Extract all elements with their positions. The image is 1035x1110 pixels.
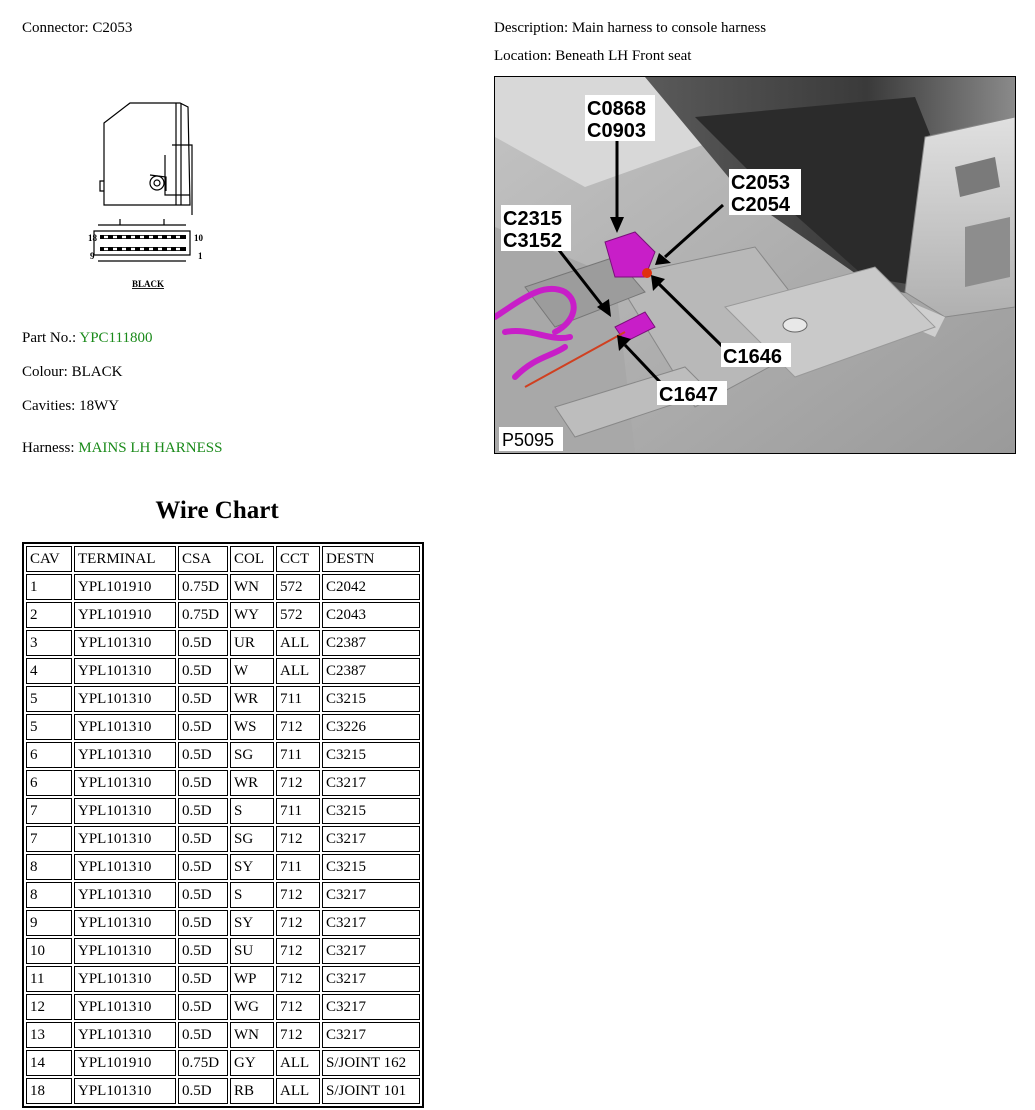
cav-cell: 9 [26,910,72,936]
col-cell: WY [230,602,274,628]
csa-cell: 0.5D [178,1078,228,1104]
cav-cell: 2 [26,602,72,628]
csa-cell: 0.5D [178,910,228,936]
table-row [26,826,420,852]
terminal-cell: YPL101310 [74,770,176,796]
colour-label: Colour: [22,364,68,380]
callout-c0868: C0868 [587,98,646,120]
col-cell: WN [230,1022,274,1048]
destn-cell: C2043 [322,602,420,628]
photo-ref: P5095 [502,430,555,450]
col-cell: SY [230,854,274,880]
terminal-cell: YPL101310 [74,966,176,992]
csa-cell: 0.5D [178,966,228,992]
cav-cell: 8 [26,882,72,908]
table-row [26,770,420,796]
col-cell: WN [230,574,274,600]
table-row [26,938,420,964]
wire-chart-table [22,542,424,1108]
table-row [26,854,420,880]
pin-label-9: 9 [90,251,95,261]
location-photo-illustration [495,77,1015,453]
table-row [26,574,420,600]
cav-cell: 6 [26,742,72,768]
cct-cell: 711 [276,854,320,880]
colour-value: BLACK [71,364,123,380]
wire-chart-title: Wire Chart [155,497,279,524]
callout-c3152: C3152 [503,230,562,252]
table-row [26,882,420,908]
cct-cell: 572 [276,602,320,628]
csa-cell: 0.5D [178,742,228,768]
table-row [26,1078,420,1104]
col-cell: SG [230,742,274,768]
cav-cell: 5 [26,686,72,712]
destn-cell: C3217 [322,1022,420,1048]
cav-cell: 10 [26,938,72,964]
header-cav: CAV [26,546,72,572]
pin-label-10: 10 [194,233,203,243]
destn-cell: C3217 [322,938,420,964]
terminal-cell: YPL101310 [74,630,176,656]
cct-cell: 712 [276,966,320,992]
destn-cell: C2042 [322,574,420,600]
destn-cell: C3217 [322,994,420,1020]
connector-value: C2053 [92,20,133,36]
cct-cell: 712 [276,882,320,908]
destn-cell: C3215 [322,798,420,824]
pin-label-1: 1 [198,251,203,261]
part-number-label: Part No.: [22,330,77,346]
col-cell: WS [230,714,274,740]
cav-cell: 11 [26,966,72,992]
cct-cell: ALL [276,658,320,684]
terminal-cell: YPL101310 [74,1022,176,1048]
table-row [26,966,420,992]
description-label: Description: [494,20,569,36]
csa-cell: 0.75D [178,574,228,600]
pin-label-18: 18 [88,233,97,243]
terminal-cell: YPL101310 [74,714,176,740]
csa-cell: 0.75D [178,602,228,628]
col-cell: W [230,658,274,684]
terminal-cell: YPL101310 [74,658,176,684]
table-row [26,686,420,712]
col-cell: S [230,798,274,824]
destn-cell: S/JOINT 162 [322,1050,420,1076]
table-row [26,798,420,824]
table-row [26,742,420,768]
cav-cell: 12 [26,994,72,1020]
csa-cell: 0.5D [178,630,228,656]
col-cell: SU [230,938,274,964]
colour-line [22,364,122,381]
location-label: Location: [494,48,552,64]
cav-cell: 1 [26,574,72,600]
col-cell: WR [230,770,274,796]
destn-cell: C3217 [322,882,420,908]
callout-c2053: C2053 [731,172,790,194]
destn-cell: C3215 [322,686,420,712]
drawing-colour-caption: BLACK [132,279,165,289]
header-col: COL [230,546,274,572]
col-cell: GY [230,1050,274,1076]
cct-cell: 711 [276,742,320,768]
cav-cell: 4 [26,658,72,684]
csa-cell: 0.5D [178,854,228,880]
terminal-cell: YPL101310 [74,686,176,712]
col-cell: SG [230,826,274,852]
cct-cell: 712 [276,994,320,1020]
cct-cell: 711 [276,798,320,824]
table-row [26,602,420,628]
cct-cell: 712 [276,938,320,964]
table-row [26,1050,420,1076]
cct-cell: 572 [276,574,320,600]
col-cell: WR [230,686,274,712]
cct-cell: 712 [276,770,320,796]
destn-cell: C3217 [322,770,420,796]
callout-c2054: C2054 [731,194,790,216]
cct-cell: 712 [276,1022,320,1048]
table-row [26,658,420,684]
cavities-line [22,398,119,415]
destn-cell: C3215 [322,742,420,768]
connector-diagram [80,95,215,295]
header-terminal: TERMINAL [74,546,176,572]
csa-cell: 0.5D [178,882,228,908]
cav-cell: 5 [26,714,72,740]
destn-cell: C3217 [322,966,420,992]
csa-cell: 0.5D [178,770,228,796]
csa-cell: 0.75D [178,1050,228,1076]
wire-chart-body [26,574,420,1104]
csa-cell: 0.5D [178,658,228,684]
cav-cell: 14 [26,1050,72,1076]
terminal-cell: YPL101910 [74,1050,176,1076]
cavities-label: Cavities: [22,398,76,414]
part-number-line [22,330,152,347]
cav-cell: 3 [26,630,72,656]
terminal-cell: YPL101310 [74,826,176,852]
cct-cell: 711 [276,686,320,712]
location-value: Beneath LH Front seat [555,48,692,64]
csa-cell: 0.5D [178,714,228,740]
cav-cell: 7 [26,826,72,852]
connector-drawing [80,95,215,295]
col-cell: WG [230,994,274,1020]
header-csa: CSA [178,546,228,572]
header-destn: DESTN [322,546,420,572]
destn-cell: S/JOINT 101 [322,1078,420,1104]
col-cell: UR [230,630,274,656]
part-number-link[interactable]: YPC111800 [79,330,153,346]
cct-cell: 712 [276,714,320,740]
cct-cell: ALL [276,1050,320,1076]
location-photo [494,76,1016,454]
description-value: Main harness to console harness [571,20,767,36]
terminal-cell: YPL101310 [74,798,176,824]
cct-cell: 712 [276,910,320,936]
destn-cell: C3217 [322,910,420,936]
csa-cell: 0.5D [178,994,228,1020]
col-cell: S [230,882,274,908]
csa-cell: 0.5D [178,1022,228,1048]
table-row [26,630,420,656]
description-line [494,20,766,37]
col-cell: RB [230,1078,274,1104]
callout-c1647: C1647 [659,384,718,406]
col-cell: SY [230,910,274,936]
terminal-cell: YPL101910 [74,602,176,628]
cav-cell: 6 [26,770,72,796]
terminal-cell: YPL101310 [74,742,176,768]
destn-cell: C2387 [322,630,420,656]
terminal-cell: YPL101310 [74,1078,176,1104]
cav-cell: 7 [26,798,72,824]
harness-line [22,440,222,457]
terminal-cell: YPL101310 [74,882,176,908]
wire-chart-header-row [26,546,420,572]
table-row [26,994,420,1020]
terminal-cell: YPL101310 [74,994,176,1020]
table-row [26,910,420,936]
connector-line [22,20,132,37]
header-cct: CCT [276,546,320,572]
csa-cell: 0.5D [178,938,228,964]
destn-cell: C2387 [322,658,420,684]
csa-cell: 0.5D [178,826,228,852]
csa-cell: 0.5D [178,686,228,712]
terminal-cell: YPL101310 [74,910,176,936]
cav-cell: 8 [26,854,72,880]
destn-cell: C3217 [322,826,420,852]
callout-c1646: C1646 [723,346,782,368]
terminal-cell: YPL101910 [74,574,176,600]
callout-c0903: C0903 [587,120,646,142]
destn-cell: C3215 [322,854,420,880]
col-cell: WP [230,966,274,992]
location-line [494,48,691,65]
cav-cell: 13 [26,1022,72,1048]
connector-label: Connector: [22,20,89,36]
cav-cell: 18 [26,1078,72,1104]
cct-cell: 712 [276,826,320,852]
cct-cell: ALL [276,630,320,656]
harness-link[interactable]: MAINS LH HARNESS [78,440,223,456]
cct-cell: ALL [276,1078,320,1104]
table-row [26,714,420,740]
csa-cell: 0.5D [178,798,228,824]
table-row [26,1022,420,1048]
terminal-cell: YPL101310 [74,854,176,880]
cavities-value: 18WY [79,398,120,414]
destn-cell: C3226 [322,714,420,740]
callout-c2315: C2315 [503,208,562,230]
terminal-cell: YPL101310 [74,938,176,964]
harness-label: Harness: [22,440,75,456]
